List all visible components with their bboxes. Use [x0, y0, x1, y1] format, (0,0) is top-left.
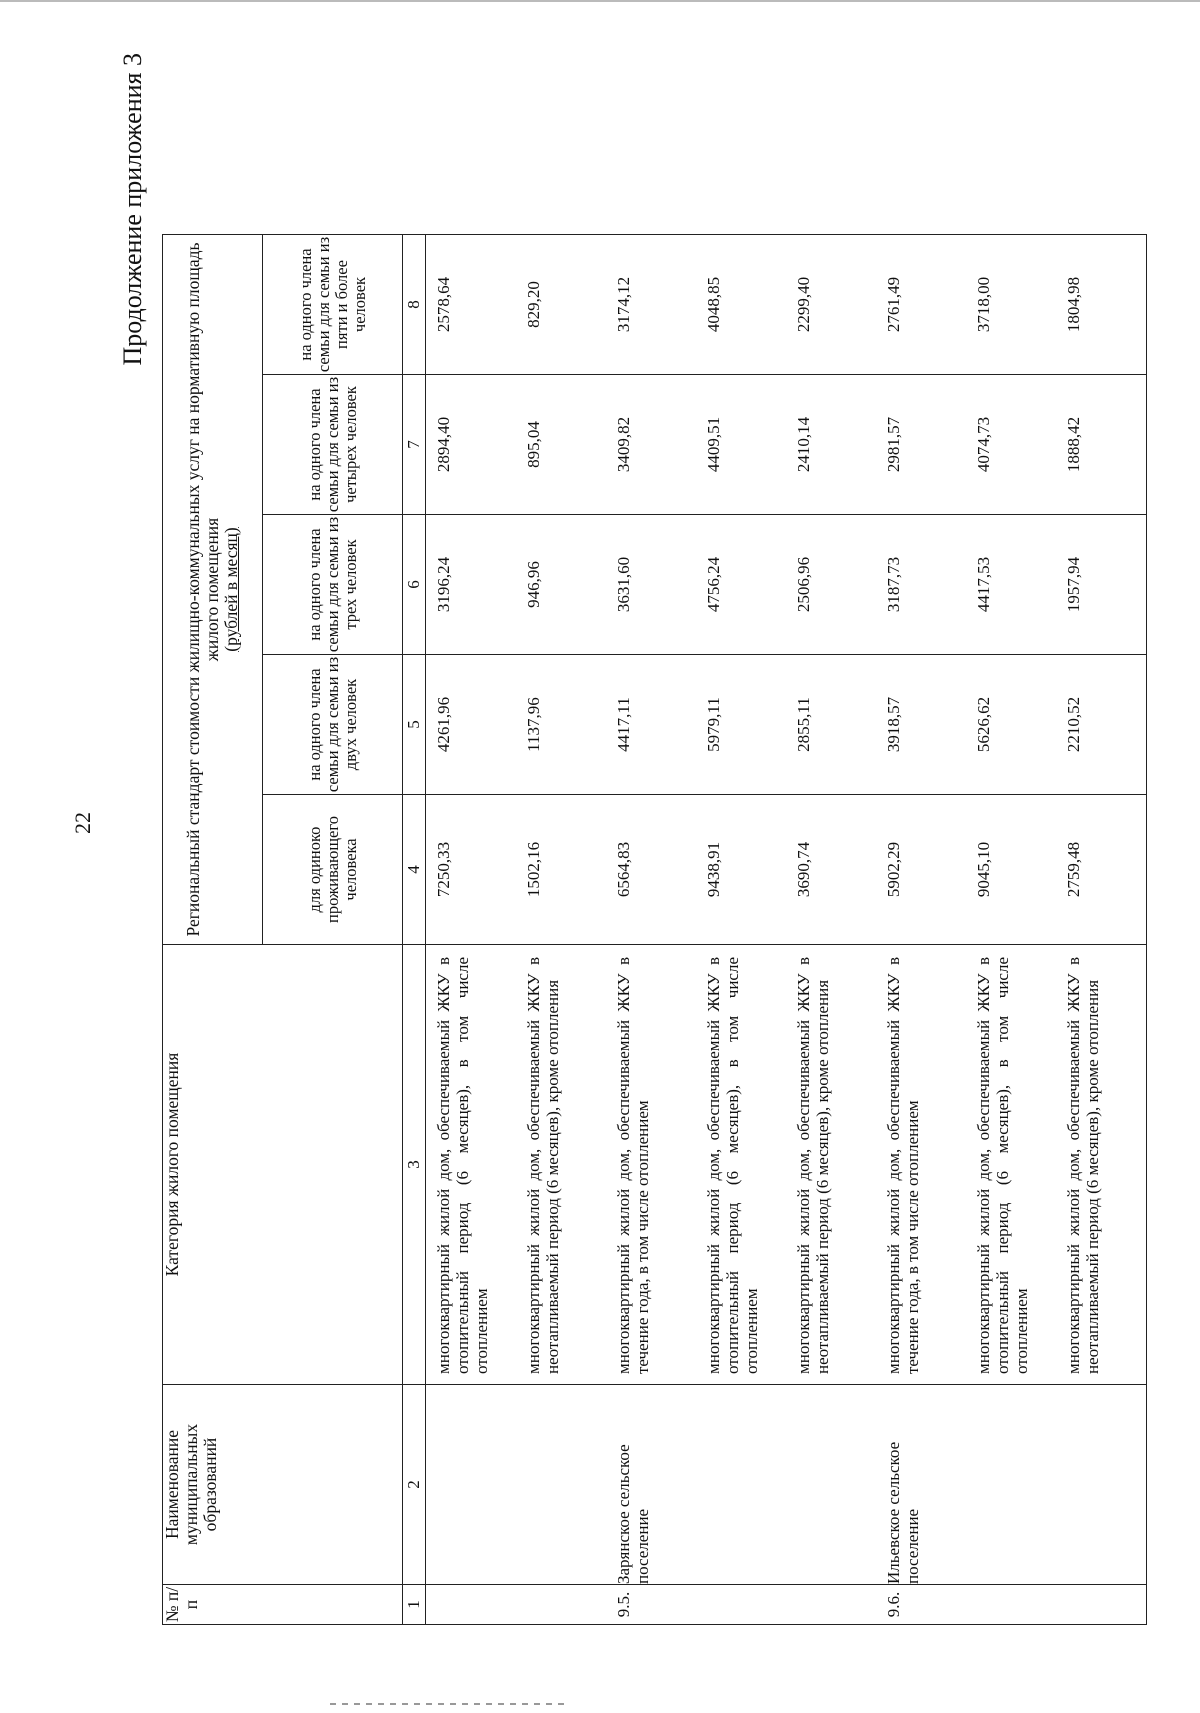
- cell-value: 1502,16: [524, 841, 543, 898]
- cell-no-g2: 9.6.: [884, 1591, 903, 1618]
- cell-value: 2506,96: [794, 556, 813, 613]
- cell-name-g1-r1: [696, 1385, 786, 1584]
- column-family-5: [426, 235, 1147, 375]
- column-category: [426, 945, 1147, 1385]
- cell-name-g2-r2: [1056, 1385, 1146, 1584]
- cell-value: 2761,49: [884, 276, 903, 333]
- cell-value: 5902,29: [884, 841, 903, 898]
- header-no: № п/п: [163, 1585, 403, 1625]
- cell-no-g2-r1: [966, 1585, 1056, 1624]
- header-unit: (рублей в месяц): [221, 527, 241, 652]
- cell-value: 3409,82: [614, 416, 633, 473]
- cell-value: 4756,24: [704, 556, 723, 613]
- column-name: [426, 1385, 1147, 1585]
- cell-value: 2759,48: [1064, 841, 1083, 898]
- cell-value: 895,04: [524, 421, 543, 468]
- cell-name-g0: [426, 1385, 516, 1584]
- col-number-6: 6: [403, 515, 426, 655]
- cell-no-g1: 9.5.: [614, 1591, 633, 1618]
- cell-category: многоквартирный жилой дом, обеспечиваемый ЖКУ в отопительный период (6 месяцев), в том числе отоплением: [704, 957, 761, 1374]
- cell-value: 3187,73: [884, 556, 903, 613]
- cell-value: 1804,98: [1064, 276, 1083, 333]
- column-family-4: [426, 375, 1147, 515]
- column-single: [426, 795, 1147, 945]
- cell-value: 1137,96: [524, 697, 543, 752]
- cell-value: 4261,96: [434, 696, 453, 753]
- cell-name-g0-r1: [516, 1385, 606, 1584]
- cell-name-g2: Ильевское сельское поселение: [884, 1441, 922, 1584]
- header-category: Категория жилого помещения: [163, 945, 403, 1385]
- cell-category: многоквартирный жилой дом, обеспечиваемый ЖКУ в отопительный период (6 месяцев), в том числе отоплением: [434, 957, 491, 1374]
- cell-value: 2410,14: [794, 416, 813, 473]
- cell-no-g0-r1: [516, 1585, 606, 1624]
- cell-value: 829,20: [524, 281, 543, 328]
- header-name: Наименование муниципальных образований: [163, 1385, 403, 1585]
- header-sub-4: на одного члена семьи для семьи из четырех человек: [263, 375, 403, 515]
- col-number-5: 5: [403, 655, 426, 795]
- appendix-caption: Продолжение приложения 3: [118, 53, 147, 366]
- cell-value: 9045,10: [974, 841, 993, 898]
- table-body-row: [426, 235, 1147, 1625]
- cell-no-g1-r1: [696, 1585, 786, 1624]
- header-sub-5: на одного члена семьи для семьи из пяти и более человек: [263, 235, 403, 375]
- cell-value: 2299,40: [794, 276, 813, 333]
- col-number-3: 3: [403, 945, 426, 1385]
- cell-value: 2578,64: [434, 276, 453, 333]
- cell-value: 4074,73: [974, 416, 993, 473]
- header-sub-3: на одного члена семьи для семьи из трех человек: [263, 515, 403, 655]
- cell-no-g1-r2: [786, 1585, 876, 1624]
- col-number-7: 7: [403, 375, 426, 515]
- col-number-2: 2: [403, 1385, 426, 1585]
- cell-name-g1-r2: [786, 1385, 876, 1584]
- page-number: 22: [70, 812, 95, 834]
- cell-category: многоквартирный жилой дом, обеспечиваемый ЖКУ в неотапливаемый период (6 месяцев), кроме отопления: [794, 957, 832, 1374]
- cell-value: 946,96: [524, 561, 543, 608]
- cell-value: 1957,94: [1064, 556, 1083, 613]
- cell-value: 3174,12: [614, 276, 633, 333]
- col-number-1: 1: [403, 1585, 426, 1625]
- cell-value: 3690,74: [794, 841, 813, 898]
- cell-value: 3631,60: [614, 556, 633, 613]
- cell-value: 5626,62: [974, 696, 993, 753]
- cell-value: 2981,57: [884, 416, 903, 473]
- cell-value: 7250,33: [434, 841, 453, 898]
- cell-value: 5979,11: [704, 697, 723, 752]
- cell-category: многоквартирный жилой дом, обеспечиваемый ЖКУ в течение года, в том числе отоплением: [884, 957, 922, 1374]
- col-number-4: 4: [403, 795, 426, 945]
- cell-value: 1888,42: [1064, 416, 1083, 473]
- header-standard-text: Региональный стандарт стоимости жилищно-коммунальных услуг на нормативную площадь жилого помещения: [183, 242, 222, 937]
- cell-value: 9438,91: [704, 841, 723, 898]
- cell-name-g2-r1: [966, 1385, 1056, 1584]
- cell-value: 3718,00: [974, 276, 993, 333]
- cell-value: 4417,11: [614, 697, 633, 752]
- cell-value: 2855,11: [794, 697, 813, 752]
- cell-value: 4409,51: [704, 416, 723, 473]
- col-number-8: 8: [403, 235, 426, 375]
- standards-table: [162, 234, 1147, 1625]
- cell-category: многоквартирный жилой дом, обеспечиваемый ЖКУ в неотапливаемый период (6 месяцев), кроме отопления: [1064, 957, 1102, 1374]
- header-sub-2: на одного члена семьи для семьи из двух человек: [263, 655, 403, 795]
- cell-category: многоквартирный жилой дом, обеспечиваемый ЖКУ в отопительный период (6 месяцев), в том числе отоплением: [974, 957, 1031, 1374]
- cell-value: 6564,83: [614, 841, 633, 898]
- cell-category: многоквартирный жилой дом, обеспечиваемый ЖКУ в течение года, в том числе отоплением: [614, 957, 652, 1374]
- cell-value: 2210,52: [1064, 696, 1083, 753]
- cell-category: многоквартирный жилой дом, обеспечиваемый ЖКУ в неотапливаемый период (6 месяцев), кроме отопления: [524, 957, 562, 1374]
- header-sub-1: для одиноко проживающего человека: [263, 795, 403, 945]
- column-family-3: [426, 515, 1147, 655]
- cell-value: 3918,57: [884, 696, 903, 753]
- column-family-2: [426, 655, 1147, 795]
- cell-value: 2894,40: [434, 416, 453, 473]
- cell-no-g2-r2: [1056, 1585, 1146, 1624]
- cell-value: 3196,24: [434, 556, 453, 613]
- cell-no-g0: [426, 1585, 516, 1624]
- cell-name-g1: Зарянское сельское поселение: [614, 1444, 652, 1584]
- column-no: [426, 1585, 1147, 1625]
- header-standard: [163, 235, 263, 945]
- cell-value: 4048,85: [704, 276, 723, 333]
- cell-value: 4417,53: [974, 556, 993, 613]
